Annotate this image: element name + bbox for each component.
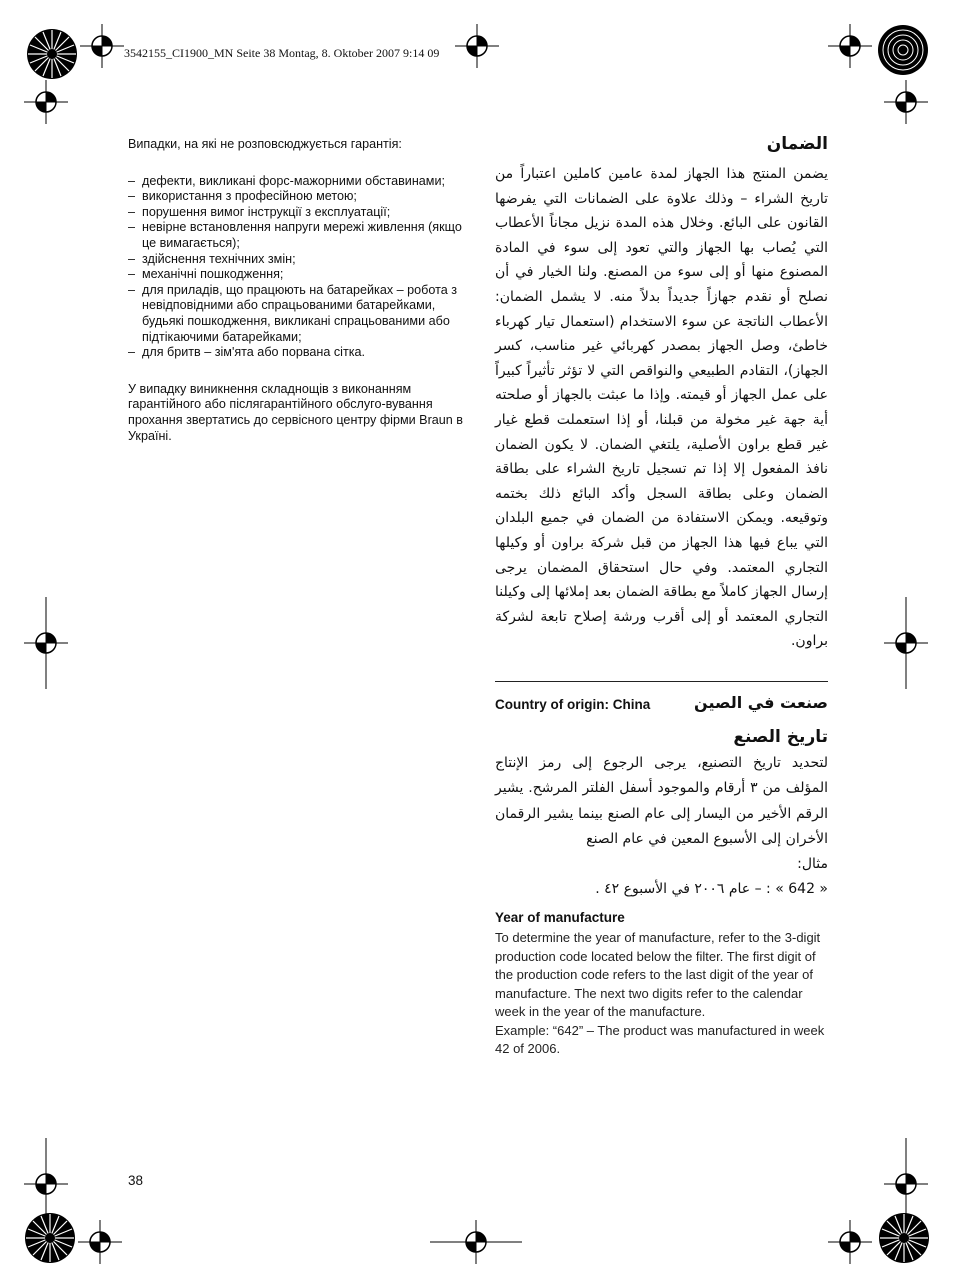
- arabic-example-label: مثال:: [797, 856, 828, 873]
- ua-intro: Випадки, на які не розповсюджується гарантія:: [128, 137, 402, 151]
- crosshair-mark-bottom-center: [430, 1220, 522, 1264]
- crosshair-mark-right-upper: [884, 80, 928, 124]
- crosshair-mark-top-right: [828, 24, 872, 68]
- page-number: 38: [128, 1173, 144, 1188]
- ua-exclusion-list: [128, 174, 464, 361]
- crosshair-mark-left-middle: [24, 597, 68, 689]
- english-manufacture-section: [495, 909, 828, 1059]
- arabic-warranty-body: يضمن المنتج هذا الجهاز لمدة عامين كاملين اعتباراً من تاريخ الشراء – وذلك علاوة على الضمانات التي يفرضها القانون على البائع. وخلال هذه المدة نزيل مجاناً الأعطاب التي يُصاب بها الجهاز والتي تعود إلى سوء في المادة المصنوع منها أو إلى سوء من المصنع. ولنا الخيار في أن نصلح أو نقدم جهازاً جديداً بدلاً منه. لا يشمل الضمان: الأعطاب الناتجة عن سوء الاستخدام (استعمال تيار كهرباء خاطئ، وصل الجهاز بمصدر كهربائي غير مناسب، كسر الجهاز)، التقادم الطبيعي والنواقص التي لا تؤثر تأثيراً كبيراً على عمل الجهاز أو قيمته. وإذا ما عبثت بالجهاز أو صلحته أية جهة غير مخولة من قبلنا، أو إذا استعملت قطع غيار غير قطع براون الأصلية، يلتغي الضمان. لا يكون الضمان نافذ المفعول إلا إذا تم تسجيل تاريخ الشراء على بطاقة الضمان وعلى بطاقة السجل وأكد البائع ذلك بختمه وتوقيعه. ويمكن الاستفادة من الضمان في جميع البلدان التي يباع فيها هذا الجهاز من قبل شركة براون أو وكيلها التجاري المعتمد. وفي حال استحقاق المضمان يرجى إرسال الجهاز كاملاً مع بطاقة الضمان بعد إملائها إلى وكيلنا التجاري المعتمد أو إلى أقرب ورشة إصلاح تابعة لشركة براون.: [494, 166, 828, 650]
- list-item: – дефекти, викликані форс-мажорними обставинами;: [128, 174, 464, 190]
- crosshair-mark-left-upper: [24, 80, 68, 124]
- list-item: – невірне встановлення напруги мережі живлення (якщо це вимагається);: [128, 220, 464, 251]
- crosshair-mark-bottom-right: [828, 1220, 872, 1264]
- origin-arabic: صنعت في الصين: [694, 693, 828, 712]
- country-of-origin-row: [495, 693, 828, 719]
- list-item: – механічні пошкодження;: [128, 267, 464, 283]
- arabic-manufacture-section: [495, 725, 828, 903]
- print-header: 3542155_CI1900_MN Seite 38 Montag, 8. Oktober 2007 9:14 09: [124, 46, 440, 60]
- crop-mark-top-left: [26, 28, 78, 80]
- list-item: – здійснення технічних змін;: [128, 252, 464, 268]
- crosshair-mark-top-left: [80, 24, 124, 68]
- crosshair-mark-bottom-left: [78, 1220, 122, 1264]
- crop-mark-top-right: [877, 24, 929, 76]
- arabic-warranty-title: الضمان: [766, 134, 828, 154]
- english-manufacture-body: To determine the year of manufacture, refer to the 3-digit production code located below the filter. The first digit of the production code refers to the last digit of the year of manufacture. The next two digits refer to the calendar week in the year of the manufacture.: [495, 930, 821, 1019]
- arabic-manufacture-body: لتحديد تاريخ التصنيع، يرجى الرجوع إلى رمز الإنتاج المؤلف من ٣ أرقام والموجود أسفل الفلتر المرشح. يشير الرقم الأخير من اليسار إلى عام الصنع بينما يشير الرقمان الأخران إلى الأسبوع المعين في عام الصنع: [495, 755, 828, 847]
- arabic-warranty-section: [495, 132, 828, 654]
- list-item: – порушення вимог інструкції з експлуатації;: [128, 205, 464, 221]
- arabic-example-text: « 642 » : – عام ٢٠٠٦ في الأسبوع ٤٢ .: [595, 881, 828, 898]
- section-divider: [495, 681, 828, 682]
- english-example: Example: “642” – The product was manufactured in week 42 of 2006.: [495, 1022, 825, 1056]
- crosshair-mark-top-center: [455, 24, 499, 68]
- arabic-manufacture-title: تاريخ الصنع: [733, 727, 828, 747]
- english-manufacture-title: Year of manufacture: [495, 910, 625, 925]
- crop-mark-bottom-left: [24, 1212, 76, 1264]
- ua-closing-paragraph: У випадку виникнення складнощів з виконанням гарантійного або післягарантійного обслуго-вування прохання звертатись до сервісного центру фірми Braun в Україні.: [128, 381, 463, 443]
- crop-mark-bottom-right: [878, 1212, 930, 1264]
- list-item: – використання з професійною метою;: [128, 189, 464, 205]
- origin-english: Country of origin: China: [495, 697, 651, 712]
- crosshair-mark-right-middle: [884, 597, 928, 689]
- list-item: – для приладів, що працюють на батарейках – робота з невідповідними або спрацьованими батарейками, будьякі пошкодження, викликані спрацьованими або підтікаючими батарейками;: [128, 283, 464, 345]
- list-item: – для бритв – зім'ята або порвана сітка.: [128, 345, 464, 361]
- ukrainian-column: [128, 137, 464, 444]
